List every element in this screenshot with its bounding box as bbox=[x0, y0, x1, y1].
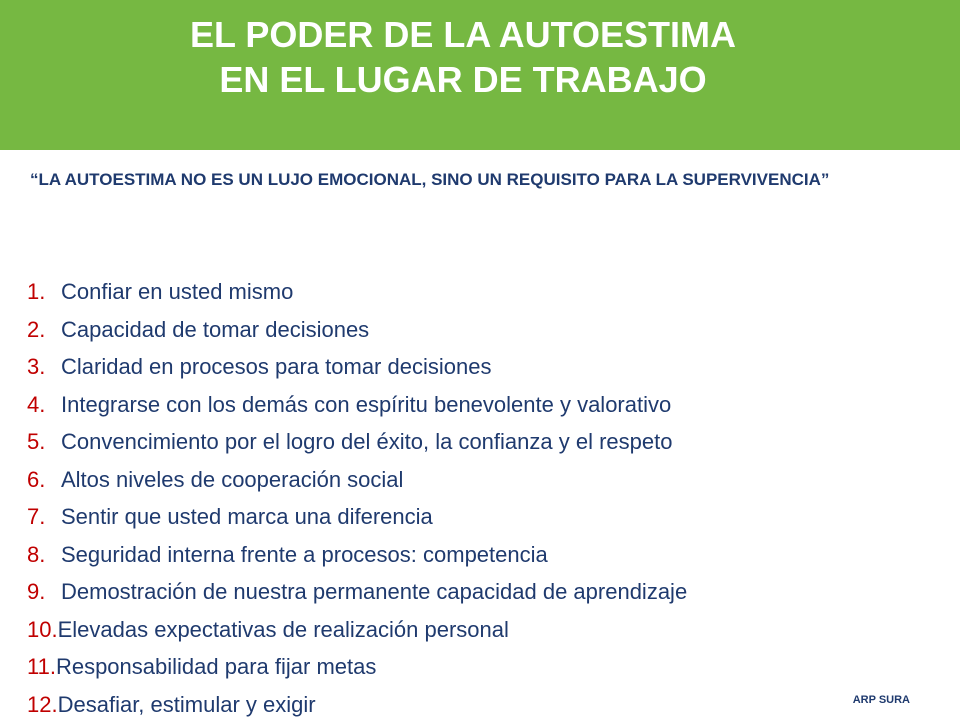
item-text: Integrarse con los demás con espíritu benevolente y valorativo bbox=[61, 392, 671, 417]
item-number: 4. bbox=[27, 391, 61, 419]
footer-brand: ARP SURA bbox=[853, 694, 910, 706]
list-item bbox=[27, 316, 687, 354]
item-text: Confiar en usted mismo bbox=[61, 279, 293, 304]
list-item bbox=[27, 691, 687, 728]
title-line-1: EL PODER DE LA AUTOESTIMA bbox=[0, 12, 926, 57]
quote-text: “LA AUTOESTIMA NO ES UN LUJO EMOCIONAL, SINO UN REQUISITO PARA LA SUPERVIVENCIA” bbox=[30, 170, 955, 189]
item-text: Convencimiento por el logro del éxito, la confianza y el respeto bbox=[61, 429, 672, 454]
item-number: 3. bbox=[27, 353, 61, 381]
item-text: Desafiar, estimular y exigir bbox=[58, 692, 316, 717]
item-number: 5. bbox=[27, 428, 61, 456]
list-item bbox=[27, 278, 687, 316]
item-text: Sentir que usted marca una diferencia bbox=[61, 504, 433, 529]
item-number: 6. bbox=[27, 466, 61, 494]
item-text: Capacidad de tomar decisiones bbox=[61, 317, 369, 342]
item-number: 10. bbox=[27, 616, 58, 644]
item-text: Elevadas expectativas de realización personal bbox=[58, 617, 509, 642]
list-item bbox=[27, 466, 687, 504]
list-item bbox=[27, 616, 687, 654]
item-number: 1. bbox=[27, 278, 61, 306]
numbered-list bbox=[27, 278, 687, 728]
item-number: 2. bbox=[27, 316, 61, 344]
item-number: 9. bbox=[27, 578, 61, 606]
slide-title bbox=[0, 12, 926, 102]
item-text: Demostración de nuestra permanente capacidad de aprendizaje bbox=[61, 579, 687, 604]
item-number: 11. bbox=[27, 653, 56, 681]
item-number: 12. bbox=[27, 691, 58, 719]
item-text: Seguridad interna frente a procesos: competencia bbox=[61, 542, 548, 567]
list-item bbox=[27, 541, 687, 579]
item-text: Altos niveles de cooperación social bbox=[61, 467, 403, 492]
list-item bbox=[27, 653, 687, 691]
list-item bbox=[27, 428, 687, 466]
list-item bbox=[27, 353, 687, 391]
list-item bbox=[27, 391, 687, 429]
item-text: Responsabilidad para fijar metas bbox=[56, 654, 376, 679]
title-banner bbox=[0, 0, 960, 150]
list-item bbox=[27, 503, 687, 541]
item-text: Claridad en procesos para tomar decisiones bbox=[61, 354, 491, 379]
title-line-2: EN EL LUGAR DE TRABAJO bbox=[0, 57, 926, 102]
item-number: 8. bbox=[27, 541, 61, 569]
list-item bbox=[27, 578, 687, 616]
item-number: 7. bbox=[27, 503, 61, 531]
